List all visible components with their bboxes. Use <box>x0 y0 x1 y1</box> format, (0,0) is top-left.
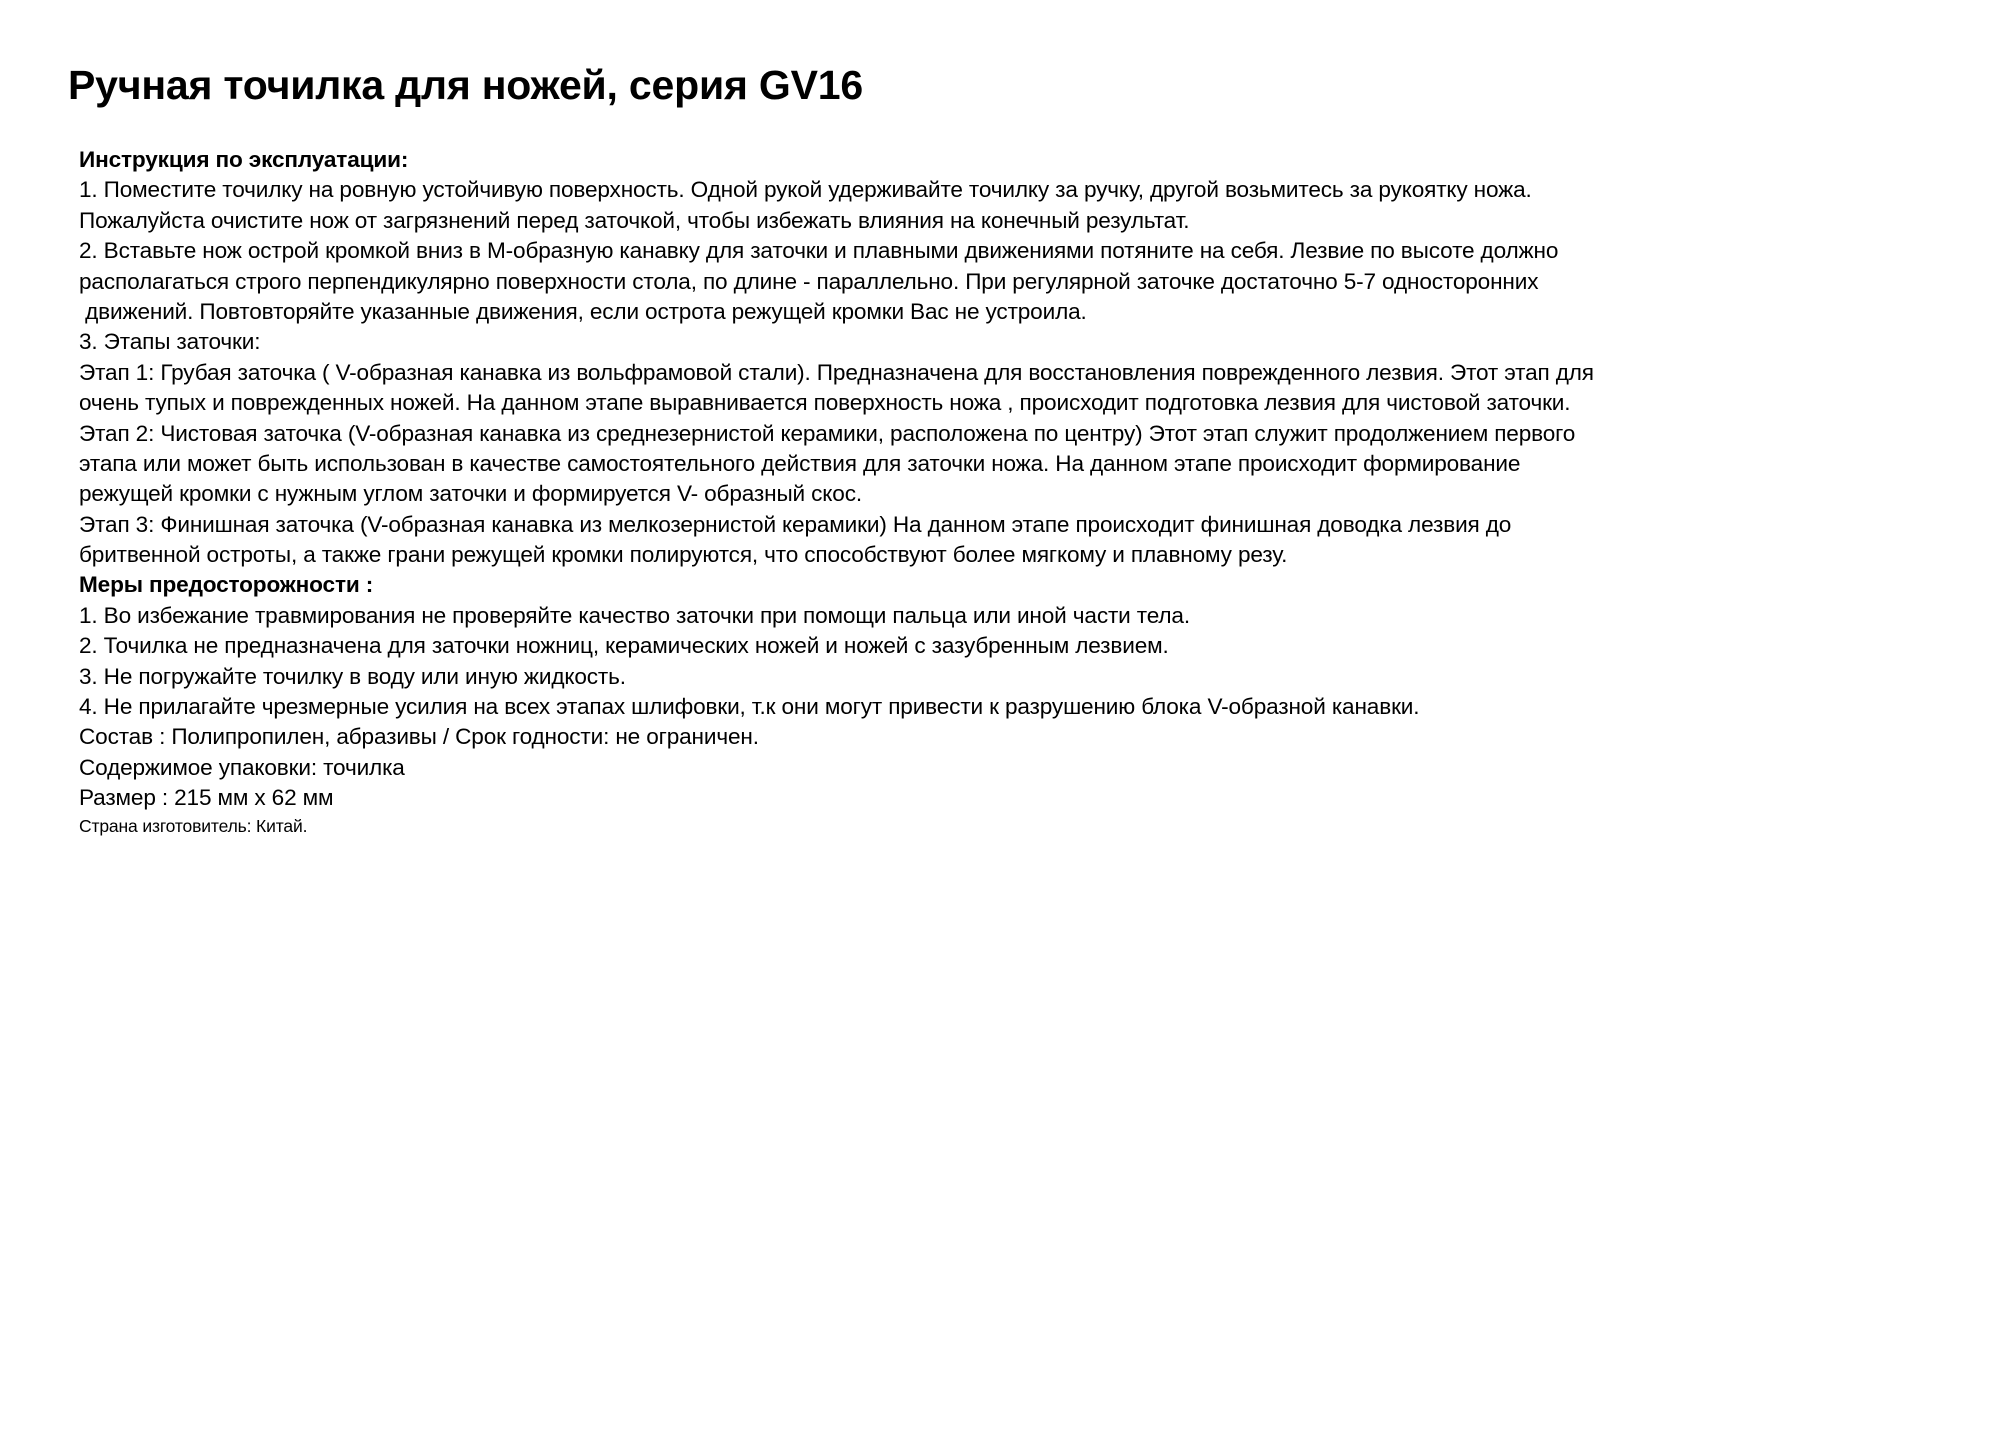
section-heading-precautions: Меры предосторожности : <box>79 572 374 598</box>
text-line: движений. Повтовторяйте указанные движения, если острота режущей кромки Вас не устроила. <box>79 298 1087 324</box>
text-line: Этап 3: Финишная заточка (V-образная канавка из мелкозернистой керамики) На данном этапе происходит финишная доводка лезвия до <box>79 511 1512 537</box>
text-line: режущей кромки с нужным углом заточки и формируется V- образный скос. <box>79 481 862 507</box>
text-line: 2. Вставьте нож острой кромкой вниз в М-образную канавку для заточки и плавными движениями потяните на себя. Лезвие по высоте должно <box>79 238 1559 264</box>
text-line: 3. Не погружайте точилку в воду или иную жидкость. <box>79 663 626 689</box>
text-line: Этап 2: Чистовая заточка (V-образная канавка из среднезернистой керамики, расположена по центру) Этот этап служит продолжением первого <box>79 420 1576 446</box>
composition-line: Состав : Полипропилен, абразивы / Срок годности: не ограничен. <box>79 724 759 750</box>
text-line: этапа или может быть использован в качестве самостоятельного действия для заточки ножа. На данном этапе происходит формирование <box>79 450 1521 476</box>
text-line: бритвенной остроты, а также грани режущей кромки полируются, что способствуют более мягкому и плавному резу. <box>79 542 1288 568</box>
size-line: Размер : 215 мм x 62 мм <box>79 785 334 811</box>
text-line: 2. Точилка не предназначена для заточки ножниц, керамических ножей и ножей с зазубренным лезвием. <box>79 633 1169 659</box>
document-body <box>79 145 1779 838</box>
text-line: Пожалуйста очистите нож от загрязнений перед заточкой, чтобы избежать влияния на конечный результат. <box>79 207 1190 233</box>
text-line: 4. Не прилагайте чрезмерные усилия на всех этапах шлифовки, т.к они могут привести к разрушению блока V-образной канавки. <box>79 694 1420 720</box>
text-line: 1. Во избежание травмирования не проверяйте качество заточки при помощи пальца или иной части тела. <box>79 602 1190 628</box>
text-line: располагаться строго перпендикулярно поверхности стола, по длине - параллельно. При регулярной заточке достаточно 5-7 односторонних <box>79 268 1539 294</box>
text-line: очень тупых и поврежденных ножей. На данном этапе выравнивается поверхность ножа , происходит подготовка лезвия для чистовой заточки. <box>79 390 1571 416</box>
text-line: 3. Этапы заточки: <box>79 329 261 355</box>
text-line: Этап 1: Грубая заточка ( V-образная канавка из вольфрамовой стали). Предназначена для восстановления поврежденного лезвия. Этот этап для <box>79 359 1594 385</box>
text-line: 1. Поместите точилку на ровную устойчивую поверхность. Одной рукой удерживайте точилку за ручку, другой возьмитесь за рукоятку ножа. <box>79 177 1532 203</box>
country-of-origin-line: Страна изготовитель: Китай. <box>79 815 308 836</box>
package-contents-line: Содержимое упаковки: точилка <box>79 754 405 780</box>
section-heading-instructions: Инструкция по эксплуатации: <box>79 147 409 172</box>
document-title: Ручная точилка для ножей, серия GV16 <box>68 62 863 108</box>
